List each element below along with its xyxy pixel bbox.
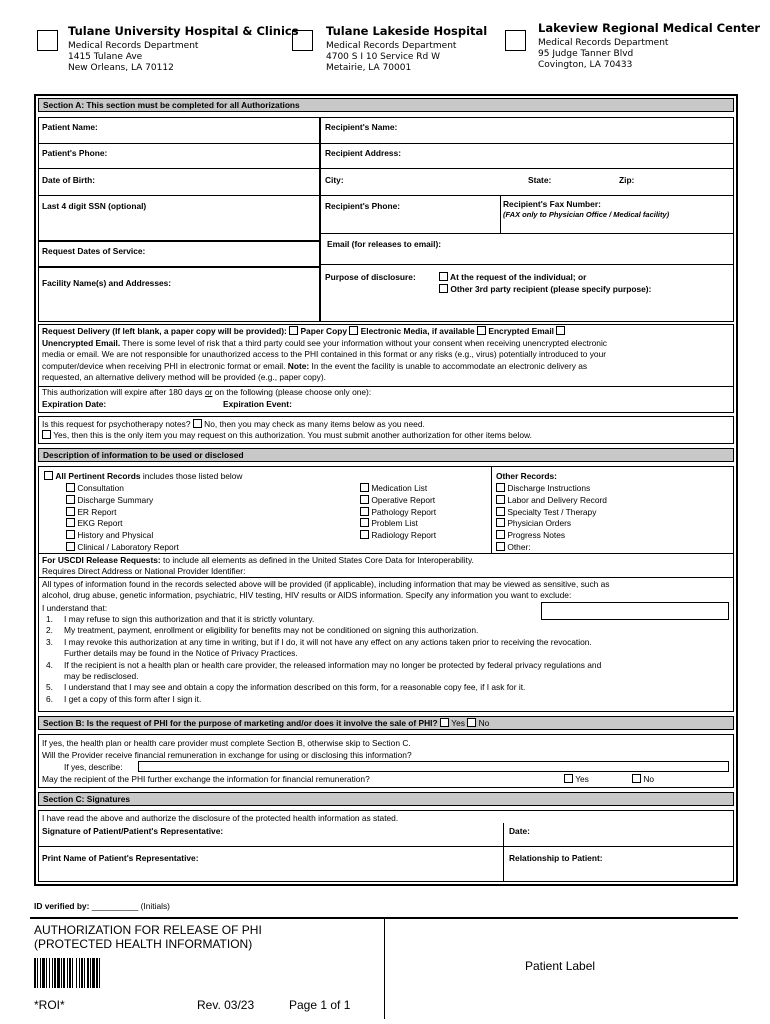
checkbox[interactable] <box>496 483 505 492</box>
psychotherapy-q: Is this request for psychotherapy notes? <box>42 419 191 429</box>
hospital-3-info <box>538 22 760 71</box>
item-text: may be redisclosed. <box>64 671 139 682</box>
hospital-3-name: Lakeview Regional Medical Center <box>538 21 761 35</box>
record-label: Pathology Report <box>371 506 437 517</box>
checkbox[interactable] <box>360 483 369 492</box>
describe-input[interactable] <box>138 761 729 772</box>
record-label: Problem List <box>371 518 418 529</box>
all-pertinent-label: All Pertinent Records <box>55 471 141 481</box>
unencrypted-email-label: Unencrypted Email. <box>42 337 121 348</box>
recipient-name-field[interactable]: Recipient's Name: <box>325 122 398 132</box>
hospital-1-address: 1415 Tulane Ave <box>68 51 143 62</box>
initials-label: (Initials) <box>140 901 170 911</box>
delivery-line-2: media or email. We are not responsible for unauthorized access to the PHI contained in this format or any risks (e.g., virus) potentially introduced to your <box>42 349 607 360</box>
recipient-phone-field[interactable]: Recipient's Phone: <box>325 201 401 211</box>
delivery-line-4: requested, an alternative delivery method will be provided (e.g., paper copy). <box>42 372 326 383</box>
fax-field[interactable]: Recipient's Fax Number: <box>503 199 601 209</box>
item-text: If the recipient is not a health plan or health care provider, the released information may no longer be protected by federal privacy regulations and <box>64 659 602 670</box>
describe-label: If yes, describe: <box>64 762 123 772</box>
remuneration-no-checkbox[interactable] <box>632 774 641 783</box>
item-text: My treatment, payment, enrollment or eligibility for benefits may not be conditioned on signing this authorization. <box>64 625 479 636</box>
paper-copy-label: Paper Copy <box>300 326 347 336</box>
checkbox[interactable] <box>496 518 505 527</box>
checkbox[interactable] <box>496 542 505 551</box>
records-column-3 <box>496 483 607 554</box>
section-b-line-1: If yes, the health plan or health care provider must complete Section B, otherwise skip to Section C. <box>42 738 411 748</box>
hospital-2-address: 4700 S I 10 Service Rd W <box>326 51 441 62</box>
ssn-field[interactable]: Last 4 digit SSN (optional) <box>42 201 147 211</box>
hospital-3-city: Covington, LA 70433 <box>538 59 633 70</box>
hospital-2-info <box>326 25 487 74</box>
section-b-title: Section B: Is the request of PHI for the purpose of marketing and/or does it involve the sale of PHI? <box>43 718 438 728</box>
electronic-media-checkbox[interactable] <box>349 326 358 335</box>
hospital-1-dept: Medical Records Department <box>68 40 199 51</box>
dob-field[interactable]: Date of Birth: <box>42 175 96 185</box>
item-text: Further details may be found in the Notice of Privacy Practices. <box>64 648 298 659</box>
email-field[interactable]: Email (for releases to email): <box>327 239 442 249</box>
checkbox[interactable] <box>360 507 369 516</box>
record-option[interactable] <box>66 542 179 554</box>
checkbox[interactable] <box>360 518 369 527</box>
barcode <box>34 958 134 988</box>
record-label: EKG Report <box>77 518 123 529</box>
record-label: Other: <box>507 541 531 552</box>
records-column-2 <box>360 483 436 542</box>
recipient-address-field[interactable]: Recipient Address: <box>325 148 402 158</box>
expiration-date-field[interactable]: Expiration Date: <box>42 399 107 409</box>
psychotherapy-yes <box>42 430 532 440</box>
city-field[interactable]: City: <box>325 175 344 185</box>
record-option[interactable] <box>496 542 607 554</box>
record-option[interactable] <box>360 518 436 530</box>
purpose-option-individual[interactable] <box>439 272 586 282</box>
section-b-no-checkbox[interactable] <box>467 718 476 727</box>
record-option[interactable] <box>496 495 607 507</box>
hospital-1-checkbox[interactable] <box>37 30 58 51</box>
record-option[interactable] <box>66 495 179 507</box>
list-item <box>46 637 601 648</box>
form-title-line-2: (PROTECTED HEALTH INFORMATION) <box>34 937 253 951</box>
encrypted-email-checkbox[interactable] <box>477 326 486 335</box>
uscdi-text: to include all elements as defined in the United States Core Data for Interoperability. <box>163 555 474 565</box>
record-label: Medication List <box>371 483 428 493</box>
form-title <box>34 923 262 951</box>
record-label: Consultation <box>77 483 124 493</box>
patient-name-field[interactable]: Patient Name: <box>42 122 98 132</box>
item-number: 2. <box>46 625 53 636</box>
item-number: 5. <box>46 682 53 693</box>
hospital-2-name: Tulane Lakeside Hospital <box>326 24 488 38</box>
section-b-line-2: Will the Provider receive financial remuneration in exchange for using or disclosing this information? <box>42 750 412 760</box>
checkbox[interactable] <box>66 507 75 516</box>
expiration-text <box>42 387 371 399</box>
record-option[interactable] <box>66 530 179 542</box>
hospital-1-name: Tulane University Hospital & Clinics <box>68 24 299 38</box>
hospital-2-city: Metairie, LA 70001 <box>326 62 412 73</box>
remuneration-yes[interactable] <box>564 774 589 784</box>
section-b-line-4: May the recipient of the PHI further exchange the information for financial remuneration? <box>42 774 370 784</box>
remuneration-no-label: No <box>643 774 655 784</box>
expire-text-b: on the following (please choose only one): <box>214 387 372 397</box>
item-text: I get a copy of this form after I sign it. <box>64 693 202 704</box>
section-c-header: Section C: Signatures <box>38 792 734 806</box>
other-records-label: Other Records: <box>496 471 557 481</box>
delivery-line-3a: computer/device when receiving PHI in electronic format or email. <box>42 360 286 371</box>
hospital-1-city: New Orleans, LA 70112 <box>68 62 174 73</box>
hospital-3-address: 95 Judge Tanner Blvd <box>538 48 634 59</box>
understand-label: I understand that: <box>42 603 108 613</box>
checkbox[interactable] <box>496 495 505 504</box>
record-option[interactable] <box>496 530 607 542</box>
record-label: Physician Orders <box>507 518 572 529</box>
checkbox[interactable] <box>66 495 75 504</box>
section-b-yes-checkbox[interactable] <box>440 718 449 727</box>
record-label: Operative Report <box>371 494 436 505</box>
all-pertinent-records-checkbox[interactable] <box>44 471 53 480</box>
record-label: Discharge Summary <box>77 494 154 505</box>
page-number: Page 1 of 1 <box>289 998 351 1012</box>
list-item <box>46 694 601 705</box>
fax-note: (FAX only to Physician Office / Medical facility) <box>503 210 670 219</box>
hospital-1-info <box>68 25 299 74</box>
checkbox[interactable] <box>360 530 369 539</box>
dates-of-service-field[interactable]: Request Dates of Service: <box>42 246 146 256</box>
checkbox[interactable] <box>496 507 505 516</box>
record-label: Specialty Test / Therapy <box>507 506 597 517</box>
encrypted-email-label: Encrypted Email <box>488 326 554 336</box>
section-b-yes-label: Yes <box>451 718 465 728</box>
expiration-event-field[interactable]: Expiration Event: <box>223 399 292 409</box>
roi-code: *ROI* <box>34 998 65 1012</box>
patient-phone-field[interactable]: Patient's Phone: <box>42 148 108 158</box>
hospital-3-checkbox[interactable] <box>505 30 526 51</box>
section-c-line-1: I have read the above and authorize the disclosure of the protected health information as stated. <box>42 813 399 823</box>
state-field[interactable]: State: <box>528 175 552 185</box>
record-option[interactable] <box>360 530 436 542</box>
checkbox[interactable] <box>66 542 75 551</box>
electronic-media-label: Electronic Media, if available <box>360 326 475 336</box>
patient-label-area: Patient Label <box>525 959 596 973</box>
remuneration-yes-label: Yes <box>575 774 589 784</box>
unencrypted-email-checkbox[interactable] <box>556 326 565 335</box>
section-b-no-label: No <box>478 718 490 728</box>
purpose-option-third-party[interactable] <box>439 284 651 294</box>
psychotherapy-no-checkbox[interactable] <box>193 419 202 428</box>
list-item <box>46 682 601 693</box>
all-pertinent-text: includes those listed below <box>142 471 243 481</box>
hospital-3-dept: Medical Records Department <box>538 37 669 48</box>
uscdi-label: For USCDI Release Requests: <box>42 555 161 565</box>
psychotherapy-question <box>42 419 425 429</box>
list-item <box>46 625 601 636</box>
all-types-line-2: alcohol, drug abuse, genetic information, psychiatric, HIV testing, HIV results or AIDS information. Specify any information you want to exclude: <box>42 590 572 600</box>
psychotherapy-yes-label: Yes, then this is the only item you may request on this authorization. You must submit another authorization for other items below. <box>53 430 532 440</box>
record-label: ER Report <box>77 506 117 517</box>
psychotherapy-no-label: No, then you may check as many items below as you need. <box>204 419 425 429</box>
delivery-section <box>42 326 732 384</box>
item-number: 3. <box>46 636 53 647</box>
record-option[interactable] <box>496 483 607 495</box>
record-label: Discharge Instructions <box>507 483 591 493</box>
list-item <box>46 660 601 671</box>
checkbox[interactable] <box>66 483 75 492</box>
understand-list <box>46 614 601 705</box>
item-number: 4. <box>46 659 53 670</box>
checkbox[interactable] <box>439 272 448 281</box>
paper-copy-checkbox[interactable] <box>289 326 298 335</box>
list-item <box>46 614 601 625</box>
item-text: I may refuse to sign this authorization and that it is strictly voluntary. <box>64 614 315 624</box>
note-label: Note: <box>287 360 310 371</box>
requires-direct-address[interactable]: Requires Direct Address or National Provider Identifier: <box>42 566 246 576</box>
record-option[interactable] <box>360 483 436 495</box>
record-label: Labor and Delivery Record <box>507 494 607 505</box>
checkbox[interactable] <box>66 518 75 527</box>
unencrypted-warning: There is some level of risk that a third party could see your information without your consent when receiving unencrypted electronic <box>122 337 607 348</box>
revision: Rev. 03/23 <box>197 998 255 1012</box>
record-label: History and Physical <box>77 530 154 541</box>
checkbox[interactable] <box>439 284 448 293</box>
record-option[interactable] <box>66 518 179 530</box>
records-column-1 <box>66 483 179 554</box>
date-field[interactable]: Date: <box>509 826 530 836</box>
remuneration-yes-checkbox[interactable] <box>564 774 573 783</box>
checkbox[interactable] <box>360 495 369 504</box>
record-option[interactable] <box>66 507 179 519</box>
record-option[interactable] <box>66 483 179 495</box>
record-option[interactable] <box>496 507 607 519</box>
expire-text-a: This authorization will expire after 180 days <box>42 387 203 397</box>
facility-field[interactable]: Facility Name(s) and Addresses: <box>42 278 172 288</box>
purpose-option-label: At the request of the individual; or <box>450 272 587 282</box>
remuneration-no[interactable] <box>632 774 654 784</box>
all-pertinent-records <box>44 471 242 481</box>
list-item <box>46 671 601 682</box>
barcode-graphic <box>34 958 134 988</box>
delivery-line-3b: In the event the facility is unable to accommodate an electronic delivery as <box>311 360 588 371</box>
record-label: Radiology Report <box>371 530 437 541</box>
section-a-header: Section A: This section must be completed for all Authorizations <box>38 98 734 112</box>
item-text: I understand that I may see and obtain a copy the information described on this form, for a reasonable copy fee, if I ask for it. <box>64 682 526 693</box>
description-header: Description of information to be used or disclosed <box>38 448 734 462</box>
psychotherapy-yes-checkbox[interactable] <box>42 430 51 439</box>
signature-field[interactable]: Signature of Patient/Patient's Representative: <box>42 826 224 836</box>
item-number: 1. <box>46 614 53 624</box>
purpose-option-label: Other 3rd party recipient (please specify purpose): <box>450 284 652 294</box>
zip-field[interactable]: Zip: <box>619 175 635 185</box>
form-title-line-1: AUTHORIZATION FOR RELEASE OF PHI <box>34 923 262 937</box>
id-verified-line <box>34 901 170 911</box>
record-option[interactable] <box>360 495 436 507</box>
record-label: Clinical / Laboratory Report <box>77 541 179 552</box>
record-option[interactable] <box>496 518 607 530</box>
relationship-field[interactable]: Relationship to Patient: <box>509 853 603 863</box>
record-label: Progress Notes <box>507 530 566 541</box>
checkbox[interactable] <box>66 530 75 539</box>
item-number: 6. <box>46 693 53 704</box>
all-types-line-1: All types of information found in the records selected above will be provided (if applicable), including information that may be viewed as sensitive, such as <box>42 579 610 589</box>
section-b-header <box>38 716 734 730</box>
hospital-2-checkbox[interactable] <box>292 30 313 51</box>
expire-or: or <box>204 387 213 397</box>
record-option[interactable] <box>360 507 436 519</box>
id-verified-label: ID verified by: <box>34 901 90 911</box>
purpose-label: Purpose of disclosure: <box>325 272 416 282</box>
print-name-field[interactable]: Print Name of Patient's Representative: <box>42 853 199 863</box>
list-item <box>46 648 601 659</box>
item-text: I may revoke this authorization at any time in writing, but if I do, it will not have any effect on any actions taken prior to receiving the revocation. <box>64 636 592 647</box>
delivery-lead: Request Delivery (If left blank, a paper copy will be provided): <box>42 326 287 336</box>
checkbox[interactable] <box>496 530 505 539</box>
id-verified-blank[interactable]: __________ <box>91 901 139 911</box>
uscdi-line <box>42 555 474 565</box>
hospital-2-dept: Medical Records Department <box>326 40 457 51</box>
